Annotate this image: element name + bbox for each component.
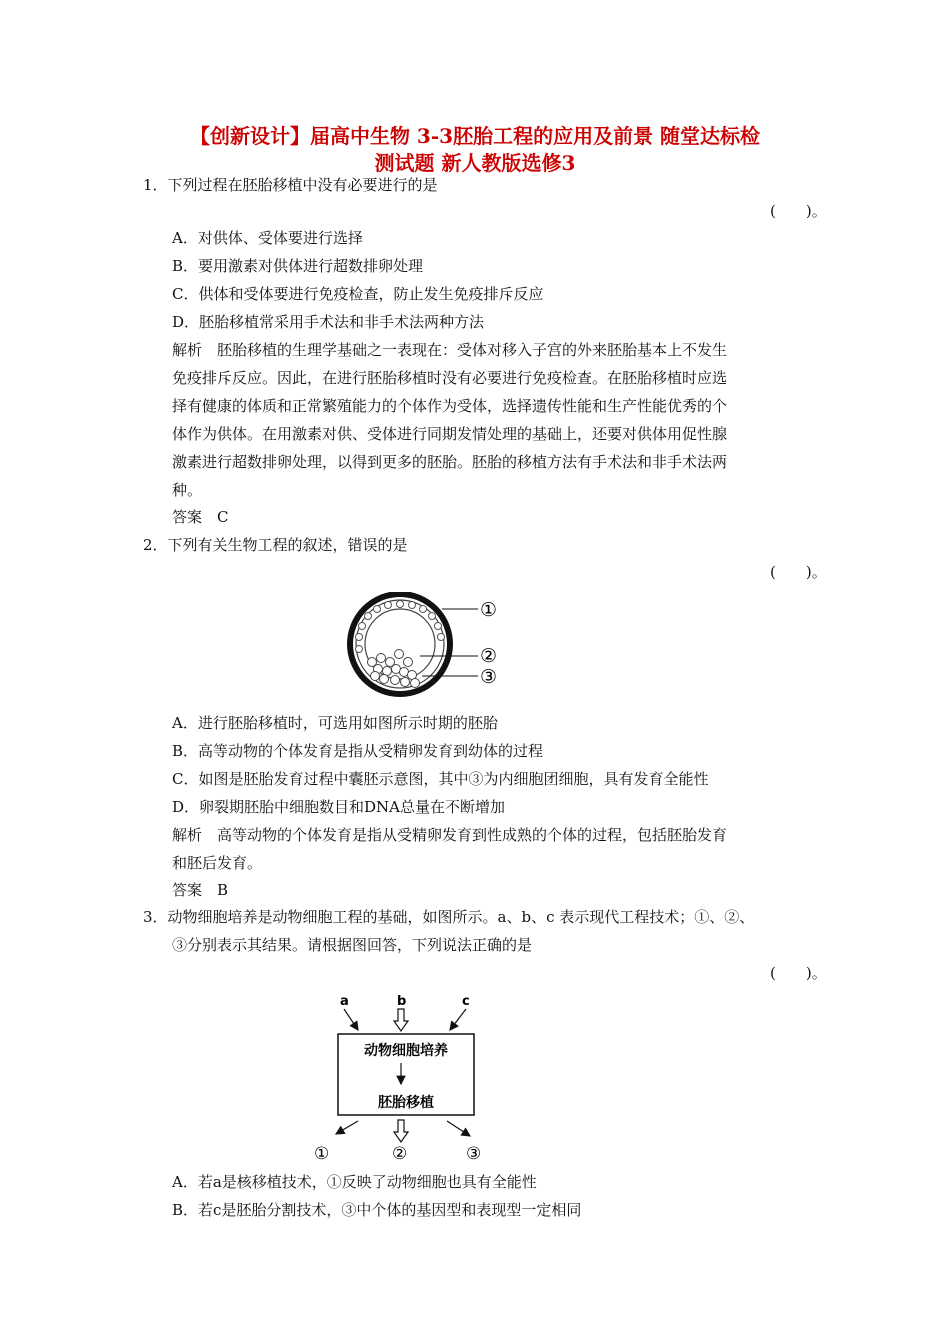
q1-answer-paren: ( )。 [770,202,827,220]
output-label-2: ② [392,1144,408,1164]
figure-label-2: ② [480,645,498,667]
q2-analysis-line: 解析 高等动物的个体发育是指从受精卵发育到性成熟的个体的过程，包括胚胎发育 [172,826,728,844]
q2-analysis-line: 和胚后发育。 [172,854,263,872]
q2-answer: 答案 B [172,881,229,899]
blastocyst-figure [340,592,520,702]
q1-analysis-line: 择有健康的体质和正常繁殖能力的个体作为受体，选择遗传性能和生产性能优秀的个 [172,397,728,415]
q1-option-a: A．对供体、受体要进行选择 [172,229,363,247]
q2-stem: 2．下列有关生物工程的叙述，错误的是 [143,536,408,554]
input-label-b: b [397,994,407,1009]
q3-stem-line: ③分别表示其结果。请根据图回答，下列说法正确的是 [172,936,533,954]
q3-option-b: B．若c是胚胎分割技术，③中个体的基因型和表现型一定相同 [172,1201,582,1219]
arrow-out-3 [447,1121,470,1136]
output-label-1: ① [314,1144,330,1164]
q1-option-c: C．供体和受体要进行免疫检查，防止发生免疫排斥反应 [172,285,544,303]
q1-analysis-line: 解析 胚胎移植的生理学基础之一表现在：受体对移入子宫的外来胚胎基本上不发生 [172,341,728,359]
q2-option-a: A．进行胚胎移植时，可选用如图所示时期的胚胎 [172,714,498,732]
cell-culture-flow-figure [310,987,490,1167]
output-label-3: ③ [466,1144,482,1164]
q1-option-d: D．胚胎移植常采用手术法和非手术法两种方法 [172,313,485,331]
q3-stem-line: 3．动物细胞培养是动物细胞工程的基础，如图所示。a、b、c 表示现代工程技术；①、②、 [143,908,755,926]
q2-answer-paren: ( )。 [770,563,827,581]
q1-option-b: B．要用激素对供体进行超数排卵处理 [172,257,424,275]
q3-answer-paren: ( )。 [770,964,827,982]
q1-analysis-line: 种。 [172,481,203,499]
page-title-line-2: 测试题 新人教版选修3 [374,151,576,175]
hollow-arrow-out-2 [394,1120,408,1142]
q3-option-a: A．若a是核移植技术，①反映了动物细胞也具有全能性 [172,1173,537,1191]
q1-answer: 答案 C [172,508,229,526]
figure-label-1: ① [480,599,498,621]
q1-analysis-line: 体作为供体。在用激素对供、受体进行同期发情处理的基础上，还要对供体用促性腺 [172,425,728,443]
arrow-c [450,1009,466,1030]
page-title-line-1: 【创新设计】届高中生物 3-3胚胎工程的应用及前景 随堂达标检 [189,124,761,148]
q2-option-b: B．高等动物的个体发育是指从受精卵发育到幼体的过程 [172,742,544,760]
q2-option-d: D．卵裂期胚胎中细胞数目和DNA总量在不断增加 [172,798,506,816]
input-label-a: a [340,994,349,1009]
input-label-c: c [462,994,470,1009]
q1-stem: 1．下列过程在胚胎移植中没有必要进行的是 [143,176,438,194]
q2-option-c: C．如图是胚胎发育过程中囊胚示意图，其中③为内细胞团细胞，具有发育全能性 [172,770,709,788]
box-label-embryo-transfer: 胚胎移植 [378,1095,434,1111]
arrow-out-1 [336,1121,358,1134]
arrow-a [344,1009,358,1030]
q1-analysis-line: 免疫排斥反应。因此，在进行胚胎移植时没有必要进行免疫检查。在胚胎移植时应选 [172,369,728,387]
figure-label-3: ③ [480,666,498,688]
hollow-arrow-b [394,1009,408,1031]
box-label-cell-culture: 动物细胞培养 [364,1043,448,1059]
q1-analysis-line: 激素进行超数排卵处理，以得到更多的胚胎。胚胎的移植方法有手术法和非手术法两 [172,453,728,471]
